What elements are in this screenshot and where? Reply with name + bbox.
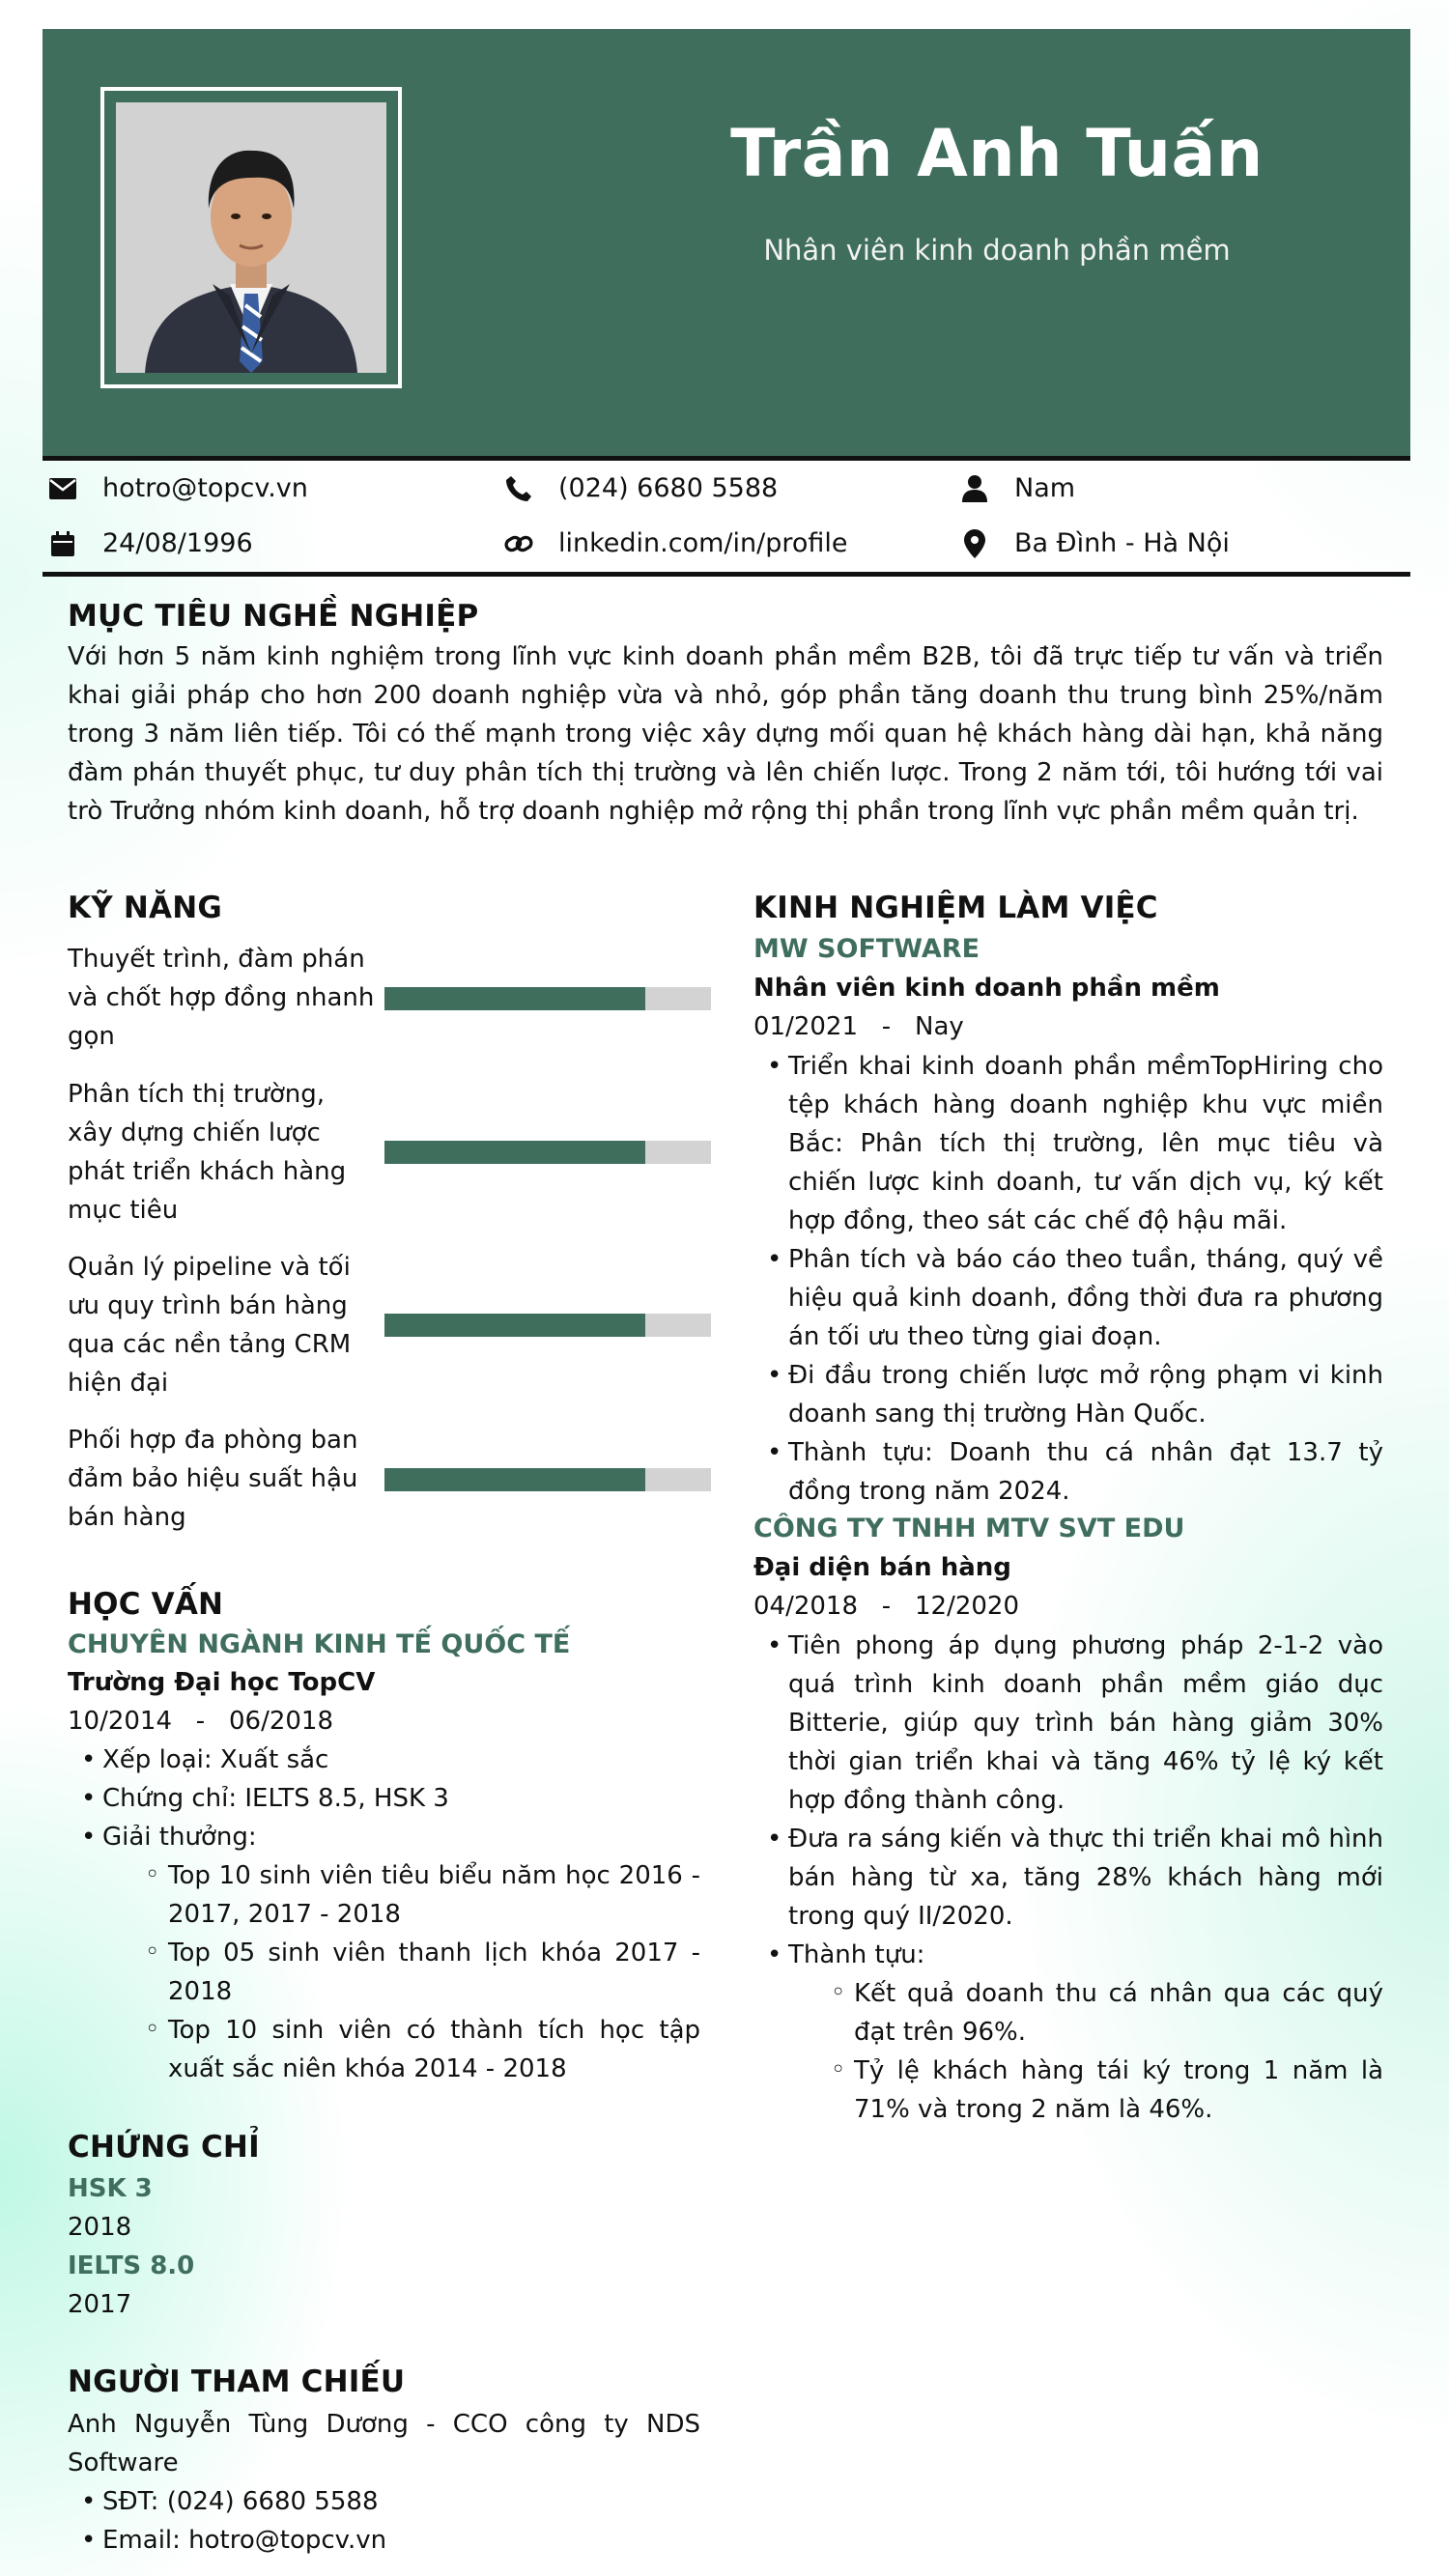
date-end: 12/2020 [915, 1592, 1020, 1621]
job-bullets [753, 1047, 1383, 1511]
objective-text: Với hơn 5 năm kinh nghiệm trong lĩnh vực kinh doanh phần mềm B2B, tôi đã trực tiếp tư vấn và triển khai giải pháp cho hơn 200 doanh nghiệp vừa và nhỏ, góp phần tăng doanh thu trung bình 25%/năm trong 3 năm liên tiếp. Tôi có thế mạnh trong việc xây dựng mối quan hệ khách hàng dài hạn, khả năng đàm phán thuyết phục, tư duy phân tích thị trường và lên chiến lược. Trong 2 năm tới, tôi hướng tới vai trò Trưởng nhóm kinh doanh, hỗ trợ doanh nghiệp mở rộng thị phần trong lĩnh vực phần mềm quản trị. [68, 642, 1383, 826]
skill-bar [384, 1141, 711, 1164]
reference-person: Anh Nguyễn Tùng Dương - CCO công ty NDS Software [68, 2410, 700, 2477]
education-heading: HỌC VẤN [68, 1587, 224, 1622]
divider [43, 456, 1410, 461]
references-heading: NGƯỜI THAM CHIẾU [68, 2364, 406, 2399]
list-item [68, 1818, 700, 2088]
calendar-icon [48, 529, 77, 558]
skills-heading: KỸ NĂNG [68, 891, 222, 925]
user-icon [960, 474, 989, 503]
avatar-frame [100, 87, 402, 388]
achievements-list [827, 1974, 1383, 2129]
skill-bar [384, 987, 711, 1010]
phone-text: (024) 6680 5588 [558, 473, 779, 503]
certificates-heading: CHỨNG CHỈ [68, 2130, 260, 2165]
skill-label: Thuyết trình, đàm phán và chốt hợp đồng nhanh gọn [68, 945, 375, 1051]
date-start: 01/2021 [753, 1012, 859, 1041]
awards-list [141, 1856, 700, 2088]
address-text: Ba Đình - Hà Nội [1014, 528, 1230, 558]
phone-icon [504, 474, 533, 503]
skill-bar [384, 1314, 711, 1337]
skill-label: Quản lý pipeline và tối ưu quy trình bán hàng qua các nền tảng CRM hiện đại [68, 1253, 352, 1398]
contact-gender [960, 473, 1075, 503]
company-name: CÔNG TY TNHH MTV SVT EDU [753, 1514, 1185, 1543]
list-item: • Chứng chỉ: IELTS 8.5, HSK 3 [68, 1779, 700, 1818]
list-item: • Thành tựu: Doanh thu cá nhân đạt 13.7 tỷ đồng trong năm 2024. [753, 1433, 1383, 1511]
email-text[interactable]: hotro@topcv.vn [102, 473, 308, 503]
header-banner [43, 29, 1410, 456]
date-end: 06/2018 [229, 1707, 334, 1736]
skill-bar-fill [384, 987, 645, 1010]
experience-heading: KINH NGHIỆM LÀM VIỆC [753, 891, 1158, 925]
contact-address [960, 528, 1230, 558]
contact-dob [48, 528, 253, 558]
list-item: ◦ Top 05 sinh viên thanh lịch khóa 2017 - 2018 [141, 1934, 700, 2011]
gender-text: Nam [1014, 473, 1076, 503]
link-icon [504, 529, 533, 558]
list-item: • Xếp loại: Xuất sắc [68, 1741, 700, 1779]
job-title: Nhân viên kinh doanh phần mềm [763, 234, 1231, 267]
awards-label: Giải thưởng: [102, 1823, 257, 1852]
list-item: ◦ Top 10 sinh viên có thành tích học tập xuất sắc niên khóa 2014 - 2018 [141, 2011, 700, 2088]
avatar [116, 102, 386, 373]
list-item: • Phân tích và báo cáo theo tuần, tháng, quý về hiệu quả kinh doanh, đồng thời đưa ra phương án tối ưu theo từng giai đoạn. [753, 1240, 1383, 1356]
list-item [753, 1936, 1383, 2129]
job-dates: 01/2021 - Nay [753, 1012, 964, 1041]
education-major: CHUYÊN NGÀNH KINH TẾ QUỐC TẾ [68, 1629, 571, 1659]
website-link[interactable]: linkedin.com/in/profile [558, 528, 848, 558]
list-item: • SĐT: (024) 6680 5588 [68, 2482, 700, 2521]
list-item: ◦ Tỷ lệ khách hàng tái ký trong 1 năm là 71% và trong 2 năm là 46%. [827, 2052, 1383, 2129]
education-dates: 10/2014 - 06/2018 [68, 1707, 334, 1736]
list-item: • Triển khai kinh doanh phần mềmTopHiring cho tệp khách hàng doanh nghiệp khu vực miền Bắc: Phân tích thị trường, lên mục tiêu và chiến lược kinh doanh, tư vấn dịch vụ, ký kết hợp đồng, theo sát các chế độ hậu mãi. [753, 1047, 1383, 1240]
job-role: Nhân viên kinh doanh phần mềm [753, 974, 1220, 1003]
certificate-year: 2018 [68, 2213, 132, 2242]
job-dates: 04/2018 - 12/2020 [753, 1592, 1020, 1621]
job-bullets [753, 1627, 1383, 2129]
list-item: • Tiên phong áp dụng phương pháp 2-1-2 vào quá trình kinh doanh phần mềm giáo dục Bitterie, giúp quy trình bán hàng giảm 30% thời gian triển khai và tăng 46% tỷ lệ ký kết hợp đồng thành công. [753, 1627, 1383, 1820]
list-item: • Đưa ra sáng kiến và thực thi triển khai mô hình bán hàng từ xa, tăng 28% khách hàng mới trong quý II/2020. [753, 1820, 1383, 1936]
education-bullets [68, 1741, 700, 2088]
date-start: 04/2018 [753, 1592, 859, 1621]
map-pin-icon [960, 529, 989, 558]
divider [43, 572, 1410, 577]
list-item: ◦ Kết quả doanh thu cá nhân qua các quý đạt trên 96%. [827, 1974, 1383, 2052]
skill-bar-fill [384, 1468, 645, 1491]
skill-bar-fill [384, 1314, 645, 1337]
list-item: ◦ Top 10 sinh viên tiêu biểu năm học 2016 - 2017, 2017 - 2018 [141, 1856, 700, 1934]
skill-label: Phối hợp đa phòng ban đảm bảo hiệu suất hậu bán hàng [68, 1426, 358, 1532]
company-name: MW SOFTWARE [753, 934, 980, 964]
dob-text: 24/08/1996 [102, 528, 253, 558]
job-role: Đại diện bán hàng [753, 1553, 1011, 1582]
contact-email [48, 473, 308, 503]
contact-phone [504, 473, 778, 503]
certificate-name: IELTS 8.0 [68, 2251, 195, 2280]
skill-label: Phân tích thị trường, xây dựng chiến lược phát triển khách hàng mục tiêu [68, 1080, 347, 1225]
contact-website [504, 528, 848, 558]
certificate-name: HSK 3 [68, 2174, 153, 2203]
date-end: Nay [915, 1012, 964, 1041]
objective-heading: MỤC TIÊU NGHỀ NGHIỆP [68, 599, 479, 634]
school-name: Trường Đại học TopCV [68, 1668, 376, 1697]
date-start: 10/2014 [68, 1707, 173, 1736]
reference-contacts [68, 2482, 700, 2560]
achievements-label: Thành tựu: [788, 1940, 925, 1969]
envelope-icon [48, 474, 77, 503]
skill-bar-fill [384, 1141, 645, 1164]
certificate-year: 2017 [68, 2290, 132, 2319]
candidate-name: Trần Anh Tuấn [730, 116, 1264, 192]
list-item: • Đi đầu trong chiến lược mở rộng phạm vi kinh doanh sang thị trường Hàn Quốc. [753, 1356, 1383, 1433]
list-item[interactable]: • Email: hotro@topcv.vn [68, 2521, 700, 2560]
skill-bar [384, 1468, 711, 1491]
